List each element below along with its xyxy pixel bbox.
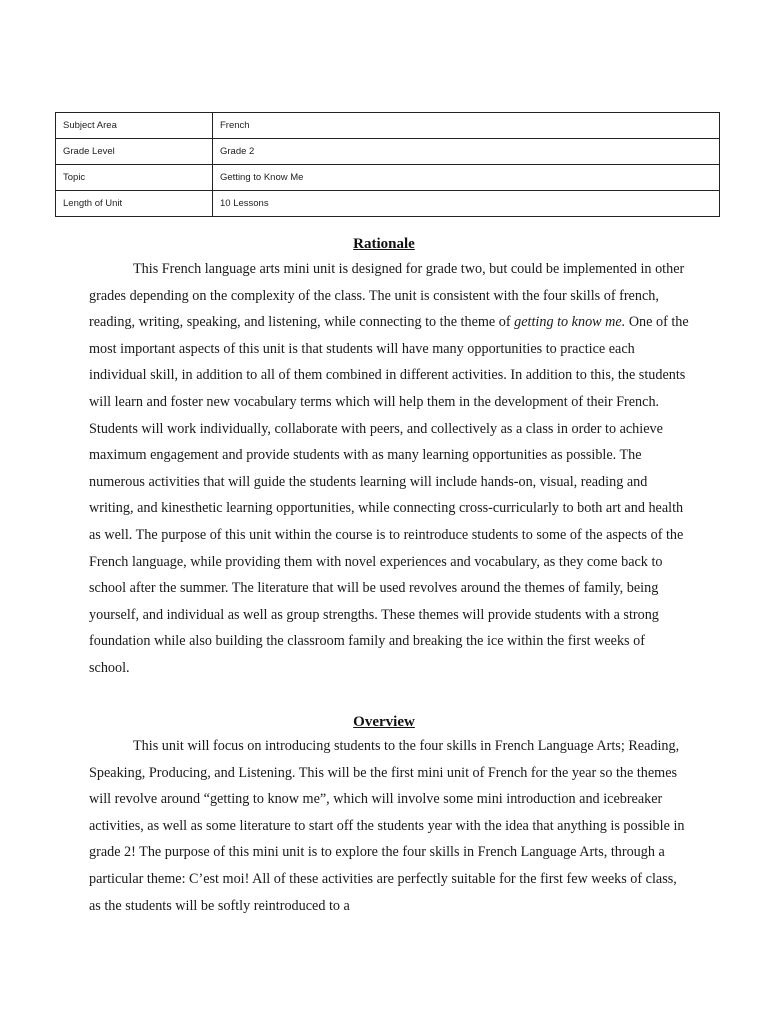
rationale-text-part-2: One of the most important aspects of this unit is that students will have many opportunities to practice each individual skill, in addition to all of them combined in different activities. In addition to this, the students will learn and foster new vocabulary terms which will help them in the development of their French. Students will work individually, collaborate with peers, and collectively as a class in order to achieve maximum engagement and provide students with as many learning opportunities as possible. The numerous activities that will guide the students learning will include hands-on, visual, reading and writing, and kinesthetic learning opportunities, while connecting cross-curricularly to both art and health as well. The purpose of this unit within the course is to reintroduce students to some of the aspects of the French language, while providing them with novel experiences and vocabulary, as they come back to school after the summer. The literature that will be used revolves around the themes of family, being yourself, and individual as well as group strengths. These themes will provide students with a strong foundation while also building the classroom family and breaking the ice within the first weeks of school. [89, 314, 689, 676]
overview-paragraph: This unit will focus on introducing students to the four skills in French Language Arts; Reading, Speaking, Producing, and Listening. This will be the first mini unit of French for the year so the themes will revolve around “getting to know me”, which will involve some mini introduction and icebreaker activities, as well as some literature to start off the students year with the idea that anything is possible in grade 2! The purpose of this mini unit is to explore the four skills in French Language Arts, through a particular theme: C’est moi! All of these activities are perfectly suitable for the first few weeks of class, as the students will be softly reintroduced to a [89, 738, 685, 914]
length-of-unit-value: 10 Lessons [213, 191, 720, 217]
unit-info-table [55, 112, 720, 217]
table-row [56, 113, 720, 139]
rationale-emphasis: getting to know me. [514, 314, 626, 331]
subject-area-label: Subject Area [56, 113, 213, 139]
topic-value: Getting to Know Me [213, 165, 720, 191]
rationale-paragraph [89, 256, 689, 682]
grade-level-label: Grade Level [56, 139, 213, 165]
table-row [56, 191, 720, 217]
table-row [56, 139, 720, 165]
overview-heading: Overview [353, 714, 415, 730]
table-row [56, 165, 720, 191]
length-of-unit-label: Length of Unit [56, 191, 213, 217]
rationale-text-part-1: This French language arts mini unit is designed for grade two, but could be implemented in other grades depending on the complexity of the class. The unit is consistent with the four skills of french, reading, writing, speaking, and listening, while connecting to the theme of [89, 261, 685, 331]
subject-area-value: French [213, 113, 720, 139]
rationale-heading: Rationale [353, 236, 415, 252]
topic-label: Topic [56, 165, 213, 191]
grade-level-value: Grade 2 [213, 139, 720, 165]
